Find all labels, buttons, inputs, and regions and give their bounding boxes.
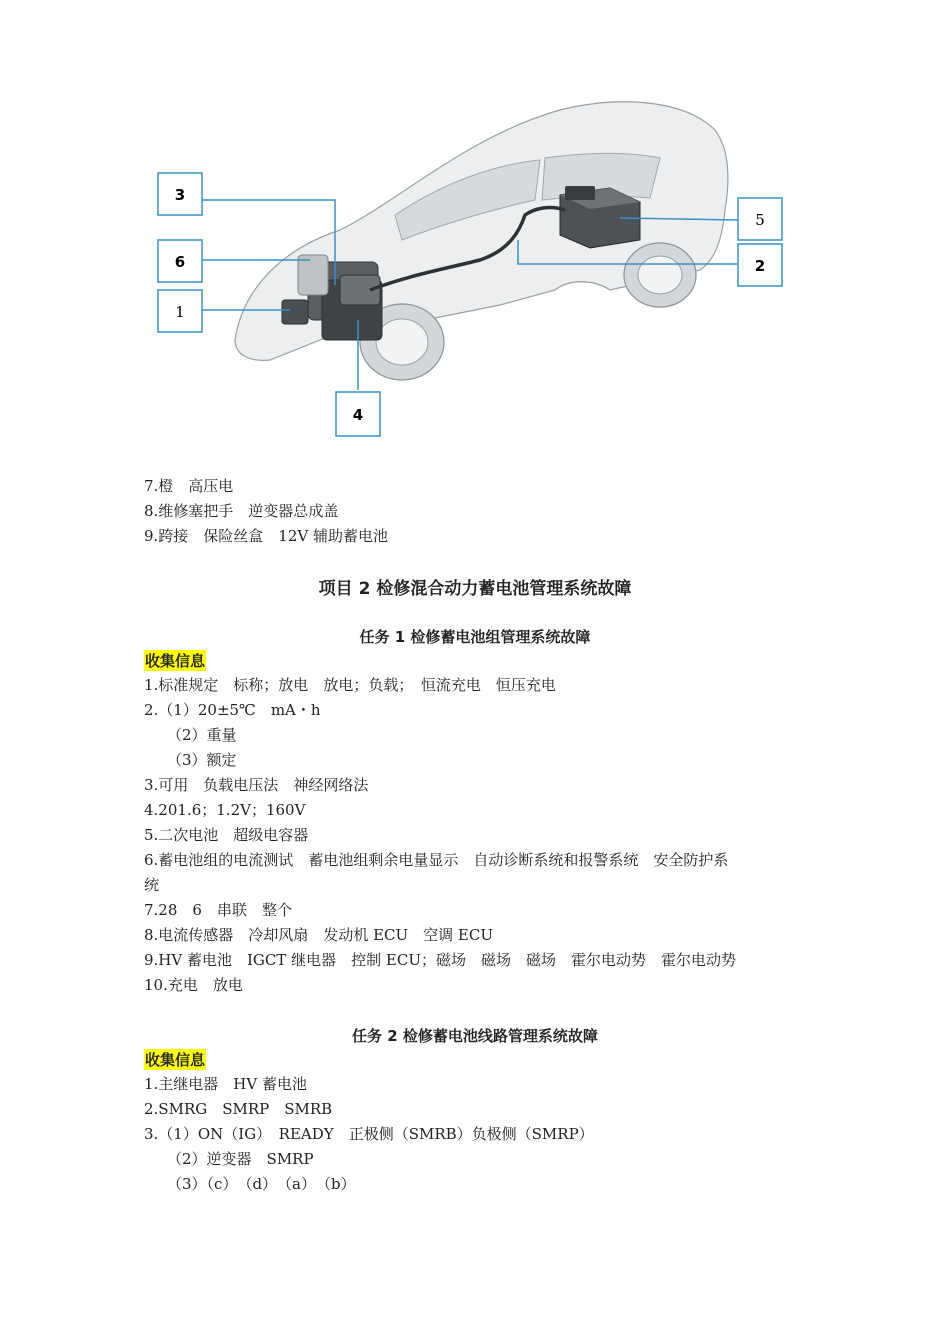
task1-line: 7.28 6 串联 整个 [144, 901, 292, 919]
task2-line: 2.SMRG SMRP SMRB [144, 1100, 333, 1118]
task1-line: 2.（1）20±5℃ mA・h [144, 701, 321, 719]
task2-title: 任务 2 检修蓄电池线路管理系统故障 [352, 1027, 598, 1045]
task1-line: 5.二次电池 超级电容器 [144, 826, 309, 844]
task1-line: 3.可用 负载电压法 神经网络法 [144, 776, 369, 794]
task2-line: 1.主继电器 HV 蓄电池 [144, 1075, 307, 1093]
task1-line: （3）额定 [167, 751, 237, 769]
svg-text:4: 4 [352, 406, 364, 424]
task2-line: （2）逆变器 SMRP [167, 1150, 314, 1168]
callout-6 [158, 240, 202, 282]
task1-line: 10.充电 放电 [144, 976, 243, 994]
parts-list-item: 8.维修塞把手 逆变器总成盖 [144, 502, 339, 520]
task2-line: 3.（1）ON（IG） READY 正极侧（SMRB）负极侧（SMRP） [144, 1125, 594, 1143]
task1-line: 9.HV 蓄电池 IGCT 继电器 控制 ECU；磁场 磁场 磁场 霍尔电动势 霍尔电动势 [144, 951, 736, 969]
svg-text:6: 6 [174, 253, 186, 271]
task1-line: 4.201.6；1.2V；160V [144, 801, 306, 819]
callout-3 [158, 173, 202, 215]
callout-5 [738, 198, 782, 240]
rear-wheel [624, 243, 696, 307]
svg-text:5: 5 [755, 211, 765, 229]
svg-text:1: 1 [175, 303, 185, 321]
engine-cooling-unit [298, 255, 328, 295]
task2-line: （3）（c） （d） （a） （b） [167, 1175, 356, 1193]
svg-text:2: 2 [754, 257, 766, 275]
task1-line: （2）重量 [167, 726, 237, 744]
callout-4 [336, 392, 380, 436]
callout-2 [738, 244, 782, 286]
parts-list-item: 7.橙 高压电 [144, 477, 234, 495]
auxiliary-battery [282, 300, 308, 324]
task1-line: 6.蓄电池组的电流测试 蓄电池组剩余电量显示 自动诊断系统和报警系统 安全防护系 [144, 851, 729, 869]
hybrid-car-diagram [140, 90, 800, 450]
svg-text:3: 3 [174, 186, 186, 204]
task1-line: 8.电流传感器 冷却风扇 发动机 ECU 空调 ECU [144, 926, 493, 944]
callout-1 [158, 290, 202, 332]
task2-section-label: 收集信息 [145, 1051, 206, 1069]
project-title: 项目 2 检修混合动力蓄电池管理系统故障 [318, 579, 632, 599]
task1-section-label: 收集信息 [145, 652, 206, 670]
car-body [235, 102, 728, 361]
parts-list-item: 9.跨接 保险丝盒 12V 辅助蓄电池 [144, 527, 389, 545]
task1-line: 统 [144, 876, 160, 894]
task1-title: 任务 1 检修蓄电池组管理系统故障 [359, 628, 591, 646]
task1-line: 1.标准规定 标称；放电 放电；负载； 恒流充电 恒压充电 [144, 676, 556, 694]
